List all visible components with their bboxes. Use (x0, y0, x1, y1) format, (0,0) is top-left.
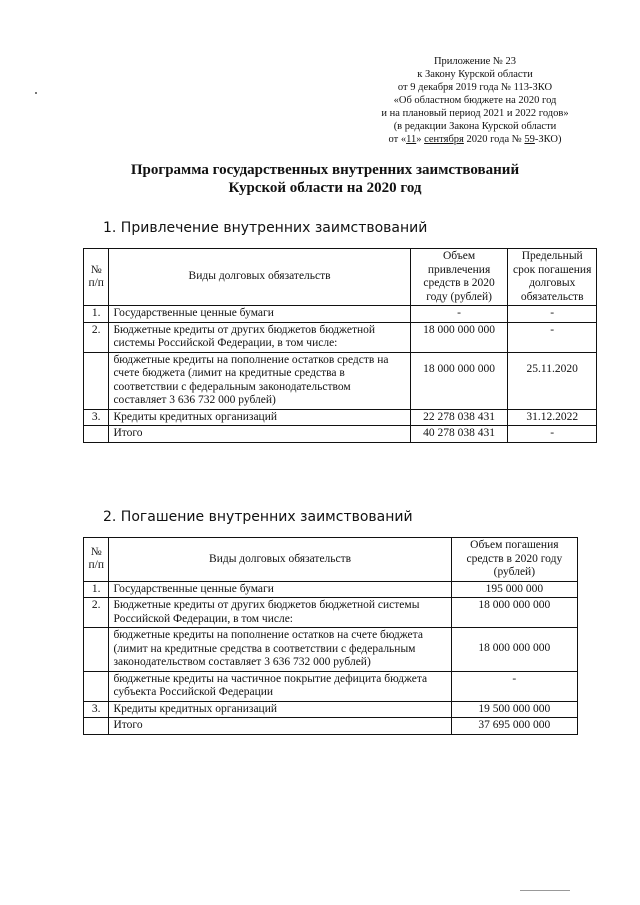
row-amount: 18 000 000 000 (410, 352, 508, 409)
table-header-row (84, 249, 597, 306)
row-amount: - (451, 671, 577, 701)
row-num (84, 426, 109, 443)
header-type: Виды долговых обязательств (109, 538, 451, 582)
appendix-line-edition (350, 133, 600, 146)
row-term: - (508, 322, 597, 352)
appendix-line: от 9 декабря 2019 года № 113-ЗКО (397, 82, 553, 93)
row-num: 2. (84, 322, 109, 352)
appendix-month: сентября (424, 134, 464, 145)
table-row (84, 598, 578, 628)
row-type: Итого (109, 718, 451, 735)
section-2-heading: 2. Погашение внутренних заимствований (103, 509, 413, 525)
row-amount: 19 500 000 000 (451, 701, 577, 718)
appendix-line: к Закону Курской области (417, 69, 533, 80)
appendix-line: и на плановый период 2021 и 2022 годов» (381, 108, 569, 119)
table-row (84, 352, 597, 409)
appendix-header (350, 55, 600, 146)
appendix-suffix: -ЗКО) (534, 134, 562, 145)
row-amount: 40 278 038 431 (410, 426, 508, 443)
table-row (84, 322, 597, 352)
section-1-heading: 1. Привлечение внутренних заимствований (103, 220, 428, 236)
row-num (84, 718, 109, 735)
scan-mark (520, 890, 570, 891)
row-amount: 22 278 038 431 (410, 409, 508, 426)
row-term: - (508, 306, 597, 323)
appendix-day: 11 (406, 134, 417, 145)
title-line-2: Курской области на 2020 год (228, 180, 422, 196)
row-amount: 18 000 000 000 (451, 628, 577, 672)
header-term: Предельный срок погашения долговых обязательств (508, 249, 597, 306)
row-amount: 195 000 000 (451, 581, 577, 598)
row-num: 1. (84, 581, 109, 598)
appendix-year: 2020 года № (463, 134, 525, 145)
table-header-row (84, 538, 578, 582)
row-num: 3. (84, 701, 109, 718)
row-num (84, 671, 109, 701)
row-type: Кредиты кредитных организаций (109, 409, 410, 426)
appendix-prefix: от « (388, 134, 407, 145)
appendix-law-number: 59 (524, 134, 535, 145)
header-num: № п/п (84, 538, 109, 582)
row-num: 3. (84, 409, 109, 426)
table-row (84, 671, 578, 701)
row-amount: 37 695 000 000 (451, 718, 577, 735)
row-type: Бюджетные кредиты от других бюджетов бюджетной системы Российской Федерации, в том числе: (109, 322, 410, 352)
appendix-mid: » (416, 134, 425, 145)
repayment-table (83, 537, 578, 735)
document-title (90, 161, 560, 197)
row-type: бюджетные кредиты на пополнение остатков средств на счете бюджета (лимит на кредитные средства в соответствии с федеральным законодательством составляет 3 636 732 000 рублей) (109, 352, 410, 409)
row-type: Итого (109, 426, 410, 443)
table-row (84, 701, 578, 718)
row-num (84, 628, 109, 672)
row-term: - (508, 426, 597, 443)
header-amount: Объем погашения средств в 2020 году (рублей) (451, 538, 577, 582)
row-num: 1. (84, 306, 109, 323)
header-type: Виды долговых обязательств (109, 249, 410, 306)
row-amount: 18 000 000 000 (451, 598, 577, 628)
table-row (84, 581, 578, 598)
borrowing-table (83, 248, 597, 443)
appendix-line: «Об областном бюджете на 2020 год (393, 95, 557, 106)
row-type: бюджетные кредиты на частичное покрытие дефицита бюджета субъекта Российской Федерации (109, 671, 451, 701)
row-type: Государственные ценные бумаги (109, 306, 410, 323)
row-num: 2. (84, 598, 109, 628)
row-type: бюджетные кредиты на пополнение остатков на счете бюджета (лимит на кредитные средства в соответствии с федеральным законодательством составляет 3 636 732 000 рублей) (109, 628, 451, 672)
table-row (84, 306, 597, 323)
header-amount: Объем привлечения средств в 2020 году (рублей) (410, 249, 508, 306)
table-row-total (84, 718, 578, 735)
row-type: Бюджетные кредиты от других бюджетов бюджетной системы Российской Федерации, в том числе: (109, 598, 451, 628)
row-type: Кредиты кредитных организаций (109, 701, 451, 718)
row-amount: - (410, 306, 508, 323)
row-type: Государственные ценные бумаги (109, 581, 451, 598)
table-row (84, 628, 578, 672)
title-line-1: Программа государственных внутренних заимствований (130, 162, 520, 178)
appendix-line: (в редакции Закона Курской области (393, 121, 557, 132)
row-term: 25.11.2020 (508, 352, 597, 409)
row-num (84, 352, 109, 409)
table-row (84, 409, 597, 426)
appendix-line: Приложение № 23 (433, 56, 517, 67)
scan-speck (35, 92, 37, 94)
header-num: № п/п (84, 249, 109, 306)
row-term: 31.12.2022 (508, 409, 597, 426)
row-amount: 18 000 000 000 (410, 322, 508, 352)
table-row-total (84, 426, 597, 443)
